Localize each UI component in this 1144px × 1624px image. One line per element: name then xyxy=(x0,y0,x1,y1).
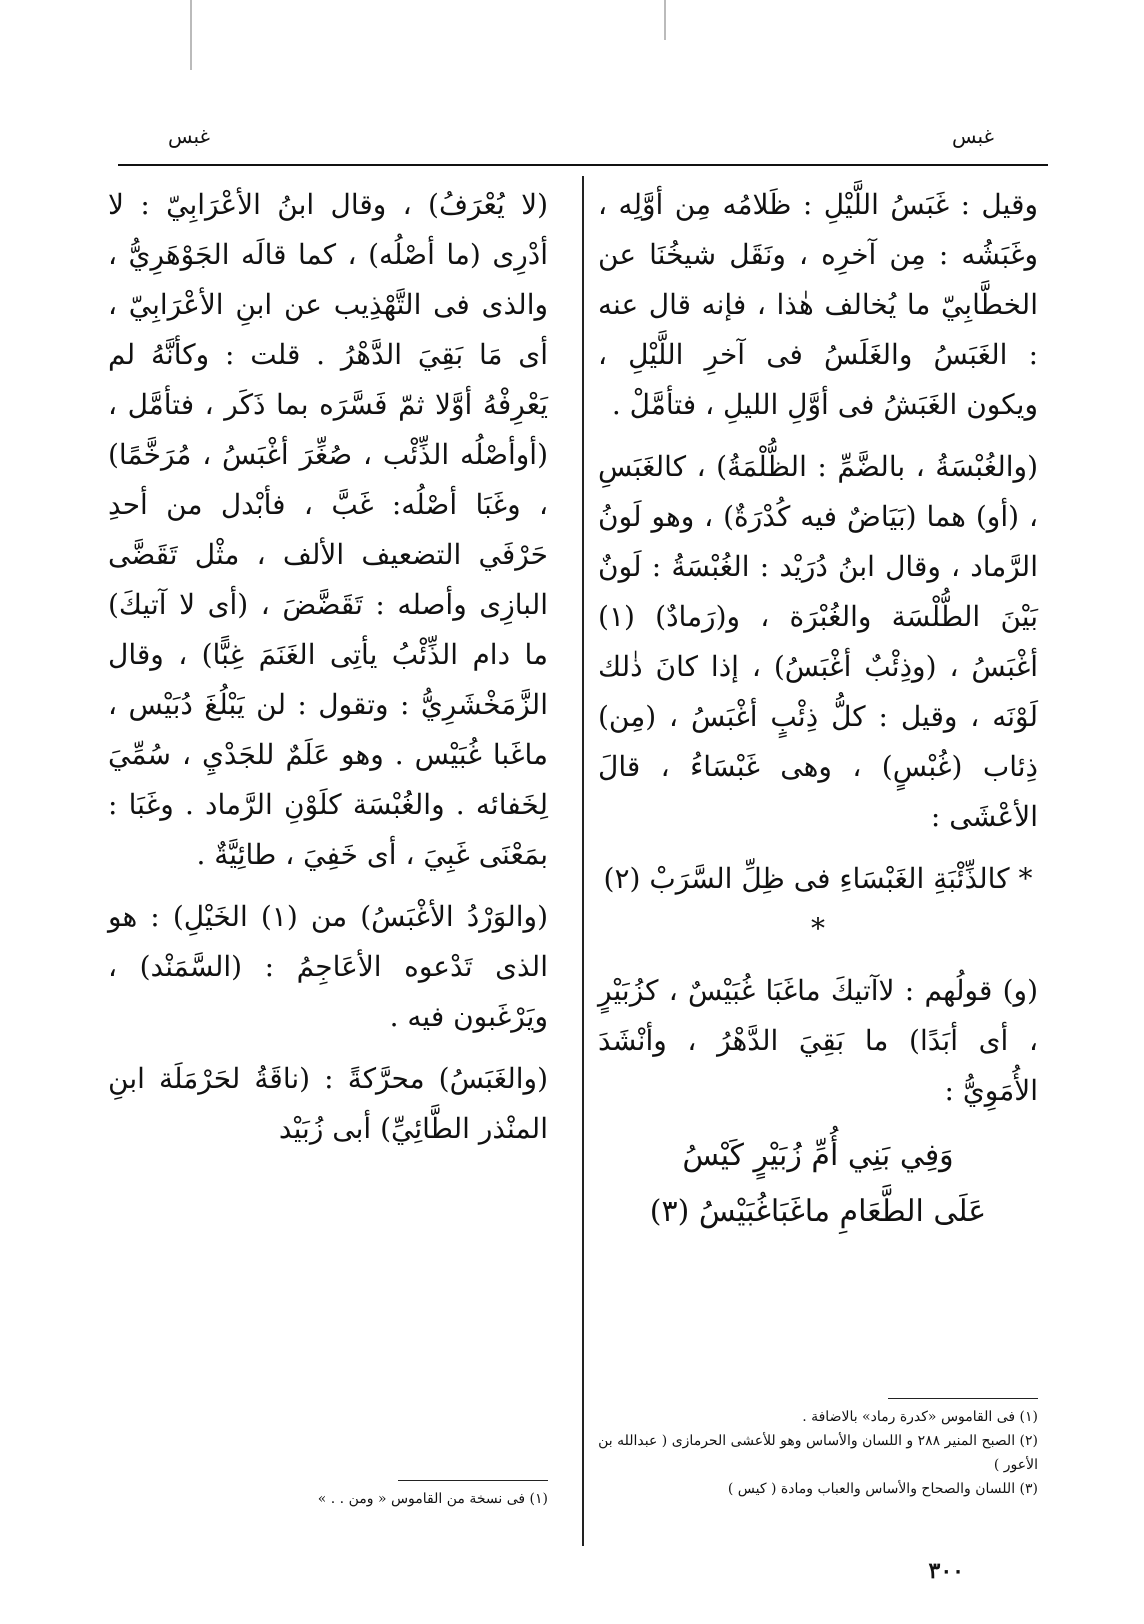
verse-line-1: وَفِي بَنِي أُمِّ زُبَيْرٍ كَيْسُ xyxy=(682,1138,954,1173)
column-divider xyxy=(582,176,584,1546)
scan-mark xyxy=(190,0,192,70)
poem-verse xyxy=(598,1128,1038,1240)
right-paragraph-4: (و) قولُهم : لاآتيكَ ماغَبَا غُبَيْسٌ ، كزُبَيْرٍ ، أى أبَدًا) ما بَقِيَ الدَّهْرُ ، وأنْشَدَ الأُمَوِيُّ : xyxy=(598,974,1038,1107)
footnotes-left xyxy=(108,1480,548,1511)
verse-line-2: عَلَى الطَّعَامِ ماغَبَاغُبَيْسُ (٣) xyxy=(649,1194,987,1229)
right-verse-quote: * كالذِّئْبَةِ الغَبْسَاءِ فى ظِلِّ السَّرَبْ (٢) * xyxy=(603,862,1033,945)
scan-mark xyxy=(664,0,666,40)
footnote-1: (١) فى القاموس «كدرة رماد» بالاضافة . xyxy=(802,1409,1038,1425)
footnote-rule-right xyxy=(888,1398,1038,1399)
footnote-2: (٢) الصبح المنير ٢٨٨ و اللسان والأساس وهو للأعشى الحرمازى ( عبدالله بن الأعور ) xyxy=(598,1433,1038,1473)
left-paragraph-2: (والوَرْدُ الأغْبَسُ) من (١) الخَيْلِ) : هو الذى تَدْعوه الأعَاجِمُ : (السَّمَنْد) ، ويَرْغَبون فيه . xyxy=(108,900,548,1033)
left-column xyxy=(108,180,548,1166)
right-paragraph-1: وقيل : غَبَسُ اللَّيْلِ : ظَلامُه مِن أوَّلِه ، وغَبَشُه : مِن آخرِه ، ونَقَل شيخُنَا عن الخطَّابِيّ ما يُخالف هٰذا ، فإنه قال عنه : الغَبَسُ والغَلَسُ فى آخرِ اللَّيْلِ ، ويكون الغَبَشُ فى أوَّلِ الليلِ ، فتأمَّلْ . xyxy=(598,188,1038,421)
footnote-3: (٣) اللسان والصحاح والأساس والعباب ومادة ( كيس ) xyxy=(727,1481,1038,1497)
footnote-rule-left xyxy=(398,1480,548,1481)
right-paragraph-2: (والغُبْسَةُ ، بالضَّمِّ : الظُّلْمَةُ) ، كالغَبَسِ ، (أو) هما (بَيَاضٌ فيه كُدْرَةٌ) ، وهو لَونُ الرَّماد ، وقال ابنُ دُرَيْد : الغُبْسَةُ : لَونٌ بَيْنَ الطُّلْسَة والغُبْرَة ، و(رَمادٌ) (١) أغْبَسُ ، (وذِئْبٌ أغْبَسُ) ، إذا كانَ ذٰلك لَوْنَه ، وقيل : كلُّ ذِئْبٍ أغْبَسُ ، (مِن) ذِئاب (غُبْسٍ) ، وهى غَبْسَاءُ ، قالَ الأعْشَى : xyxy=(598,450,1038,833)
footnote-left-1: (١) فى نسخة من القاموس « ومن . . » xyxy=(317,1491,548,1507)
header-rule xyxy=(118,164,1048,166)
footnotes-right xyxy=(598,1398,1038,1501)
running-header-right: غبس xyxy=(952,124,994,148)
left-paragraph-3: (والغَبَسُ) محرَّكةً : (ناقَةُ لحَرْمَلَة ابنِ المنْذر الطَّائِيِّ) أبى زُبَيْد xyxy=(108,1062,548,1145)
running-header-left: غبس xyxy=(168,124,210,148)
left-paragraph-1: (لا يُعْرَفُ) ، وقال ابنُ الأعْرَابِيّ : لا أدْرِى (ما أصْلُه) ، كما قالَه الجَوْهَرِيُّ ، والذى فى التَّهْذِيب عن ابنِ الأعْرَابِيّ ، أى مَا بَقِيَ الدَّهْرُ . قلت : وكأنَّهُ لم يَعْرِفْهُ أوَّلا ثمّ فَسَّرَه بما ذَكَر ، فتأمَّل ، (أوأصْلُه الذِّئْب ، صُغِّرَ أغْبَسُ ، مُرَخَّمًا) ، وغَبَا أصْلُه: غَبَّ ، فأبْدل من أحدِ حَرْفَي التضعيف الألف ، مثْل تَقَضَّى البازِى وأصله : تَقَضَّضَ ، (أى لا آتيكَ) ما دام الذِّئْبُ يأتِى الغَنَمَ غِبًّا) ، وقال الزَّمَخْشَرِيُّ : وتقول : لن يَبْلُغَ دُبَيْس ، ماغَبا غُبَيْس . وهو عَلَمٌ للجَدْيِ ، سُمِّيَ لِخَفائه . والغُبْسَة كلَوْنِ الرَّماد . وغَبَا : بمَعْنَى غَبِيَ ، أى خَفِيَ ، طائِيَّةٌ . xyxy=(108,188,548,871)
page-number: ٣٠٠ xyxy=(928,1558,964,1584)
right-column xyxy=(598,180,1038,1240)
